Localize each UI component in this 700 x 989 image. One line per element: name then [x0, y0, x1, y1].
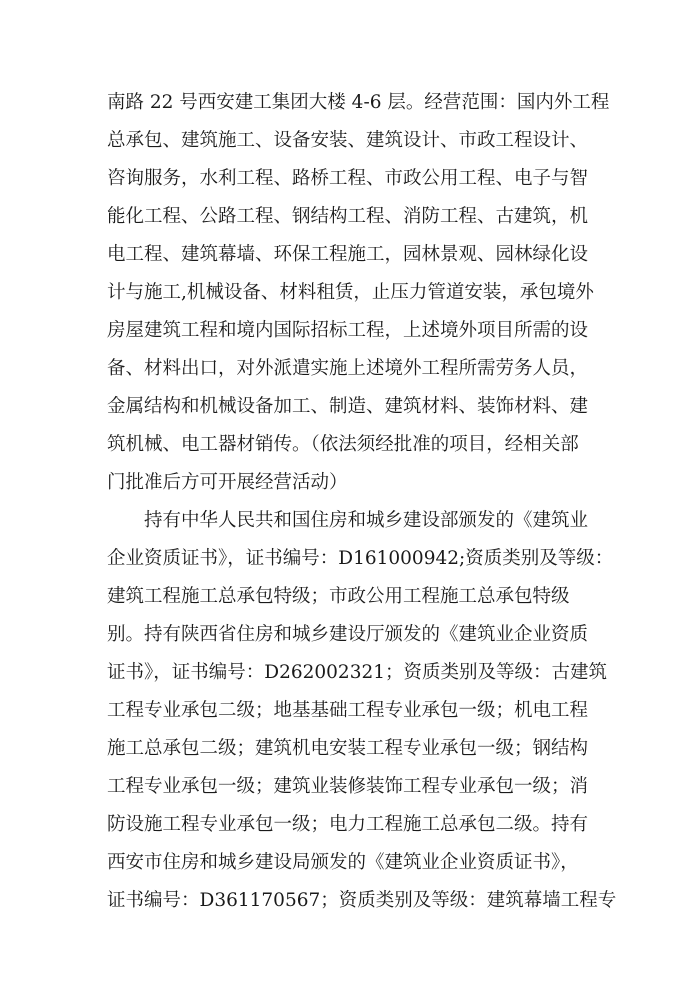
text-line: 工程专业承包二级；地基基础工程专业承包一级；机电工程 [107, 700, 589, 721]
text-line: 南路 22 号西安建工集团大楼 4-6 层。经营范围：国内外工程 [107, 92, 610, 113]
text-line: 门批准后方可开展经营活动） [107, 472, 348, 493]
text-line: 筑机械、电工器材销传。（依法须经批准的项目，经相关部 [107, 434, 579, 455]
text-line: 工程专业承包一级；建筑业装修装饰工程专业承包一级；消 [107, 776, 589, 797]
text-line: 咨询服务，水利工程、路桥工程、市政公用工程、电子与智 [107, 168, 589, 189]
text-line: 房屋建筑工程和境内国际招标工程，上述境外项目所需的设 [107, 320, 589, 341]
text-line: 证书编号：D361170567；资质类别及等级：建筑幕墙工程专 [107, 890, 617, 911]
text-line: 总承包、建筑施工、设备安装、建筑设计、市政工程设计、 [107, 130, 589, 151]
text-line: 防设施工程专业承包一级；电力工程施工总承包二级。持有 [107, 814, 589, 835]
text-line: 别。持有陕西省住房和城乡建设厅颁发的《建筑业企业资质 [107, 624, 589, 645]
text-line: 施工总承包二级；建筑机电安装工程专业承包一级；钢结构 [107, 738, 589, 759]
text-line: 西安市住房和城乡建设局颁发的《建筑业企业资质证书》， [107, 852, 579, 873]
text-line: 电工程、建筑幕墙、环保工程施工，园林景观、园林绿化设 [107, 244, 589, 265]
text-line: 金属结构和机械设备加工、制造、建筑材料、装饰材料、建 [107, 396, 589, 417]
text-line: 建筑工程施工总承包特级；市政公用工程施工总承包特级 [107, 586, 570, 607]
text-line: 证书》，证书编号：D262002321；资质类别及等级：古建筑 [107, 662, 608, 683]
text-line: 计与施工,机械设备、材料租赁，止压力管道安装，承包境外 [107, 282, 594, 303]
text-line: 能化工程、公路工程、钢结构工程、消防工程、古建筑，机 [107, 206, 589, 227]
paragraph-first-line: 持有中华人民共和国住房和城乡建设部颁发的《建筑业 [107, 510, 589, 531]
text-line: 企业资质证书》，证书编号：D161000942;资质类别及等级： [107, 548, 614, 569]
text-line: 备、材料出口，对外派遣实施上述境外工程所需劳务人员， [107, 358, 589, 379]
